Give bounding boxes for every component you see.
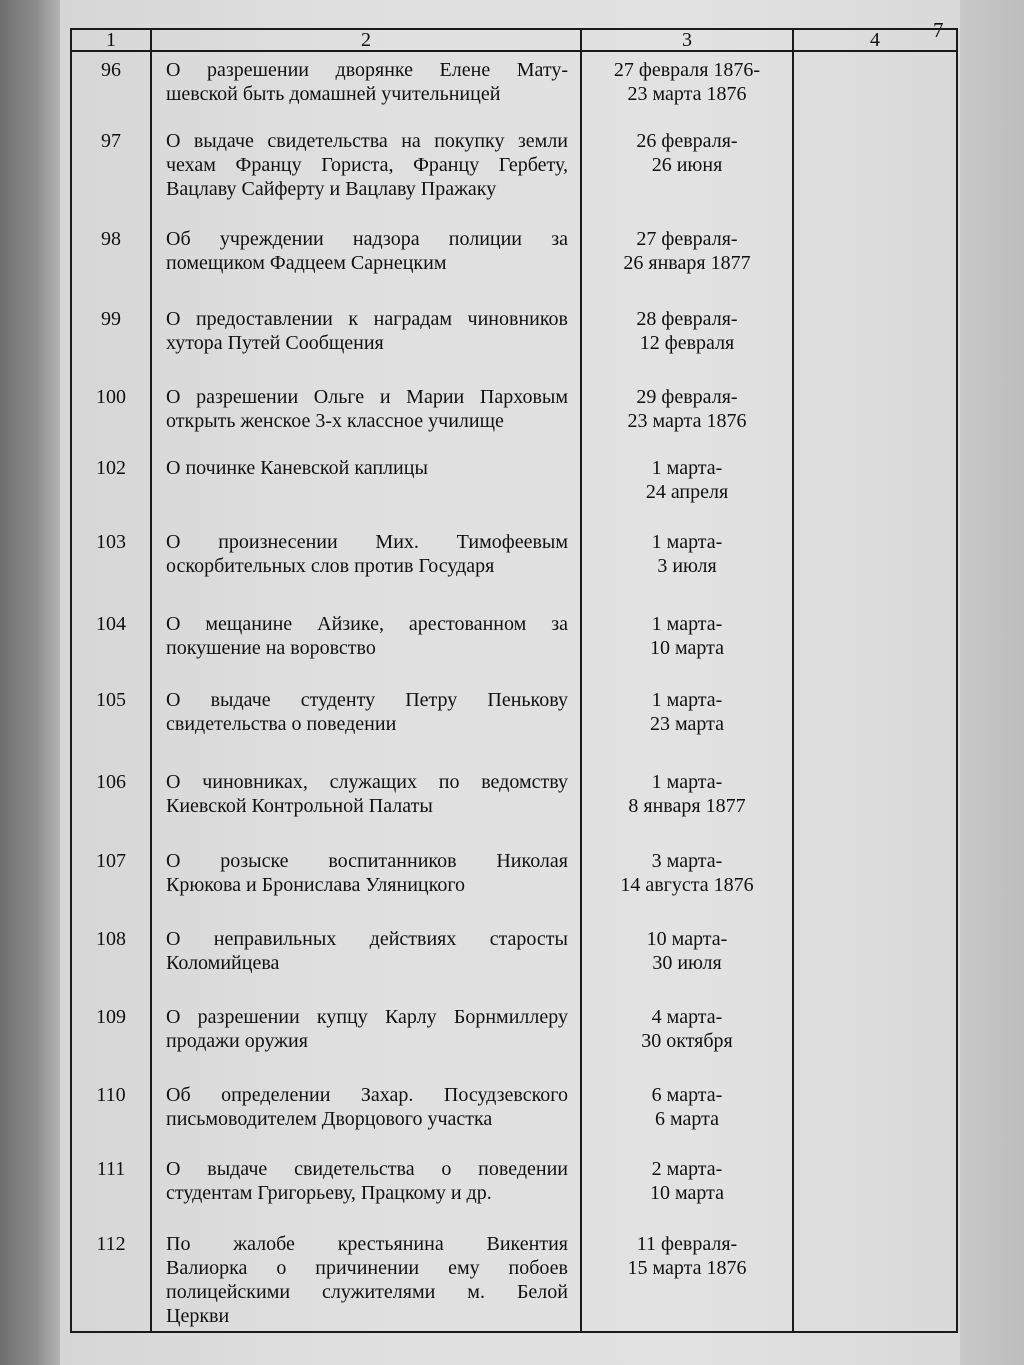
case-notes <box>793 450 957 524</box>
case-title-line: свидетельства о поведении <box>166 712 397 735</box>
case-title-line: О выдаче свидетельства на покупку земли <box>166 129 568 152</box>
table-row <box>71 843 957 921</box>
table-row <box>71 764 957 844</box>
case-title-line: Вацлаву Сайферту и Вацлаву Пражаку <box>166 177 497 200</box>
case-number: 96 <box>71 51 151 123</box>
case-dates <box>581 301 793 379</box>
case-number: 104 <box>71 606 151 682</box>
page-number: 7 <box>933 18 944 42</box>
case-notes <box>793 606 957 682</box>
table-row <box>71 524 957 606</box>
case-title <box>151 1151 581 1227</box>
archive-register-table <box>70 28 958 1333</box>
case-title <box>151 999 581 1077</box>
case-date-line: 10 марта- <box>646 928 728 951</box>
case-number: 111 <box>71 1151 151 1227</box>
case-title-line: О чиновниках, служащих по ведомству <box>166 770 568 793</box>
case-number: 109 <box>71 999 151 1077</box>
case-date-line: 26 января 1877 <box>623 251 751 274</box>
case-dates <box>581 999 793 1077</box>
case-title-line: О предоставлении к наградам чиновников <box>166 307 568 330</box>
case-date-line: 30 октября <box>641 1030 733 1053</box>
case-date-line: 6 марта- <box>651 1083 723 1106</box>
case-notes <box>793 51 957 123</box>
column-header-1: 1 <box>71 29 151 51</box>
case-date-line: 26 июня <box>651 153 723 176</box>
case-title-line: продажи оружия <box>166 1030 308 1053</box>
case-dates <box>581 221 793 301</box>
case-title <box>151 843 581 921</box>
case-title-line: хутора Путей Сообщения <box>166 331 384 354</box>
case-date-line: 8 января 1877 <box>628 794 746 817</box>
table-row <box>71 51 957 123</box>
case-notes <box>793 1151 957 1227</box>
case-title <box>151 524 581 606</box>
case-date-line: 10 марта <box>650 636 724 659</box>
case-title-line: Валиорка о причинении ему побоев <box>166 1257 568 1280</box>
table-row <box>71 999 957 1077</box>
case-notes <box>793 999 957 1077</box>
case-number: 100 <box>71 379 151 451</box>
column-header-3: 3 <box>581 29 793 51</box>
case-date-line: 11 февраля- <box>636 1233 738 1256</box>
case-date-line: 15 марта 1876 <box>627 1257 747 1280</box>
case-title-line: письмоводителем Дворцового участка <box>166 1107 493 1130</box>
case-number: 106 <box>71 764 151 844</box>
case-dates <box>581 123 793 221</box>
case-notes <box>793 301 957 379</box>
case-date-line: 2 марта- <box>651 1157 723 1180</box>
case-title <box>151 606 581 682</box>
table-row <box>71 301 957 379</box>
case-number: 99 <box>71 301 151 379</box>
case-dates <box>581 606 793 682</box>
case-dates <box>581 843 793 921</box>
case-title-line: О выдаче свидетельства о поведении <box>166 1157 568 1180</box>
table-row <box>71 123 957 221</box>
case-date-line: 1 марта- <box>651 688 723 711</box>
case-date-line: 14 августа 1876 <box>620 874 754 897</box>
case-notes <box>793 221 957 301</box>
case-dates <box>581 379 793 451</box>
case-notes <box>793 921 957 999</box>
case-title-line: Коломийцева <box>166 952 280 975</box>
case-date-line: 29 февраля- <box>636 385 738 408</box>
case-number: 110 <box>71 1077 151 1151</box>
case-dates <box>581 682 793 764</box>
case-dates <box>581 1151 793 1227</box>
case-title-line: студентам Григорьеву, Працкому и др. <box>166 1181 492 1204</box>
case-title <box>151 301 581 379</box>
case-title <box>151 764 581 844</box>
case-number: 108 <box>71 921 151 999</box>
case-dates <box>581 524 793 606</box>
case-date-line: 1 марта- <box>651 770 723 793</box>
case-date-line: 1 марта- <box>651 457 723 480</box>
case-dates <box>581 1226 793 1332</box>
case-date-line: 23 марта 1876 <box>627 83 747 105</box>
case-date-line: 3 июля <box>657 555 717 578</box>
case-date-line: 23 марта 1876 <box>627 409 747 432</box>
case-notes <box>793 379 957 451</box>
case-notes <box>793 843 957 921</box>
case-date-line: 27 февраля 1876- <box>613 59 761 81</box>
case-title-line: О разрешении Ольге и Марии Парховым <box>166 385 568 408</box>
case-title-line: О произнесении Мих. Тимофеевым <box>166 531 568 554</box>
case-number: 105 <box>71 682 151 764</box>
case-title-line: чехам Францу Гориста, Францу Гербету, <box>166 153 568 176</box>
case-title-line: По жалобе крестьянина Викентия <box>166 1233 568 1256</box>
case-number: 97 <box>71 123 151 221</box>
table-row <box>71 682 957 764</box>
case-date-line: 30 июля <box>652 952 722 975</box>
case-dates <box>581 51 793 123</box>
case-date-line: 3 марта- <box>651 850 723 873</box>
case-title <box>151 51 581 123</box>
case-date-line: 10 марта <box>650 1181 724 1204</box>
case-notes <box>793 764 957 844</box>
case-date-line: 1 марта- <box>651 531 723 554</box>
case-number: 103 <box>71 524 151 606</box>
case-title-line: О разрешении купцу Карлу Борнмиллеру <box>166 1006 568 1029</box>
table-row <box>71 450 957 524</box>
case-date-line: 23 марта <box>650 712 724 735</box>
case-title-line: открыть женское 3-х классное училище <box>166 409 504 432</box>
case-title-line: покушение на воровство <box>166 636 376 659</box>
case-date-line: 24 апреля <box>645 481 729 504</box>
case-title-line: О мещанине Айзике, арестованном за <box>166 612 568 635</box>
case-title <box>151 123 581 221</box>
case-title-line: О розыске воспитанников Николая <box>166 850 568 873</box>
table-row <box>71 1151 957 1227</box>
case-title <box>151 379 581 451</box>
case-date-line: 1 марта- <box>651 612 723 635</box>
table-row <box>71 379 957 451</box>
case-dates <box>581 450 793 524</box>
case-title-line: Об определении Захар. Посудзевского <box>166 1083 568 1106</box>
table-row <box>71 221 957 301</box>
case-title-line: Церкви <box>166 1305 230 1328</box>
case-title <box>151 682 581 764</box>
case-number: 107 <box>71 843 151 921</box>
case-notes <box>793 1077 957 1151</box>
case-notes <box>793 1226 957 1332</box>
book-spine-shadow <box>0 0 60 1365</box>
adjacent-page-edge <box>954 0 1024 1365</box>
case-dates <box>581 764 793 844</box>
case-title <box>151 921 581 999</box>
case-title-line: шевской быть домашней учительницей <box>166 83 501 105</box>
case-date-line: 6 марта <box>655 1107 719 1130</box>
case-title-line: О выдаче студенту Петру Пенькову <box>166 688 568 711</box>
case-title-line: оскорбительных слов против Государя <box>166 555 495 578</box>
table-row <box>71 921 957 999</box>
table-row <box>71 606 957 682</box>
case-title-line: полицейскими служителями м. Белой <box>166 1281 568 1304</box>
case-notes <box>793 524 957 606</box>
case-title <box>151 1226 581 1332</box>
case-date-line: 4 марта- <box>651 1006 723 1029</box>
table-header-row <box>71 29 957 51</box>
case-title-line: помещиком Фадцеем Сарнецким <box>166 251 447 274</box>
case-notes <box>793 123 957 221</box>
column-header-2: 2 <box>151 29 581 51</box>
case-date-line: 12 февраля <box>639 331 735 354</box>
column-header-4: 4 <box>793 29 957 51</box>
case-title <box>151 221 581 301</box>
case-dates <box>581 1077 793 1151</box>
case-notes <box>793 682 957 764</box>
case-title <box>151 1077 581 1151</box>
case-number: 98 <box>71 221 151 301</box>
case-number: 102 <box>71 450 151 524</box>
case-title-line: Киевской Контрольной Палаты <box>166 794 433 817</box>
case-number: 112 <box>71 1226 151 1332</box>
case-title-line: Крюкова и Бронислава Уляницкого <box>166 874 466 897</box>
case-title-line: Об учреждении надзора полиции за <box>166 227 568 250</box>
case-dates <box>581 921 793 999</box>
case-date-line: 26 февраля- <box>636 129 738 152</box>
table-row <box>71 1226 957 1332</box>
case-title-line: О неправильных действиях старосты <box>166 928 568 951</box>
case-date-line: 27 февраля- <box>636 227 738 250</box>
case-title-line: О починке Каневской каплицы <box>166 457 428 480</box>
case-date-line: 28 февраля- <box>636 307 738 330</box>
case-title-line: О разрешении дворянке Елене Мату- <box>166 59 568 81</box>
case-title <box>151 450 581 524</box>
table-row <box>71 1077 957 1151</box>
